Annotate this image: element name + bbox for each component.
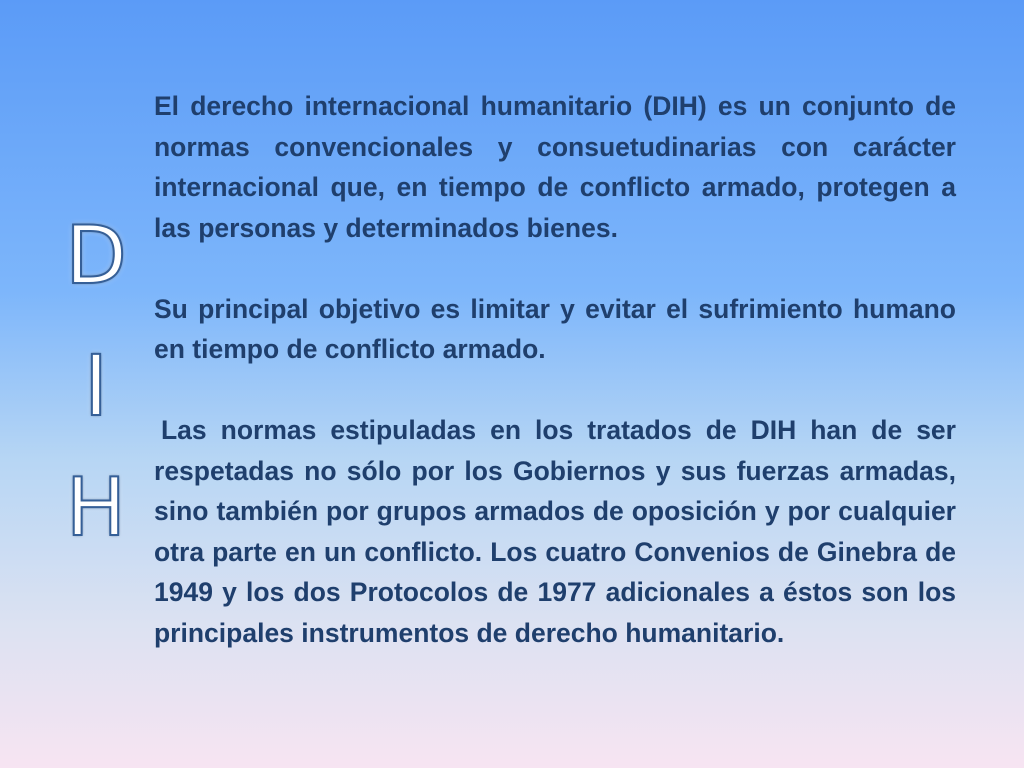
dih-acronym xyxy=(58,209,134,554)
slide-body xyxy=(154,86,956,653)
paragraph-objective: Su principal objetivo es limitar y evitar el sufrimiento humano en tiempo de conflicto armado. xyxy=(154,293,956,364)
paragraph-norms: Las normas estipuladas en los tratados de DIH han de ser respetadas no sólo por los Gobiernos y sus fuerzas armadas, sino también por grupos armados de oposición y por cualquier otra parte en un conflicto. Los cuatro Convenios de Ginebra de 1949 y los dos Protocolos de 1977 adicionales a éstos son los principales instrumentos de derecho humanitario. xyxy=(154,415,956,648)
acronym-letter-d: D xyxy=(65,209,127,302)
acronym-letter-i: I xyxy=(83,337,109,435)
acronym-letter-h: H xyxy=(65,461,127,554)
paragraph-definition: El derecho internacional humanitario (DIH) es un conjunto de normas convencionales y consuetudinarias con carácter internacional que, en tiempo de conflicto armado, protegen a las personas y determinados bienes. xyxy=(154,91,956,243)
